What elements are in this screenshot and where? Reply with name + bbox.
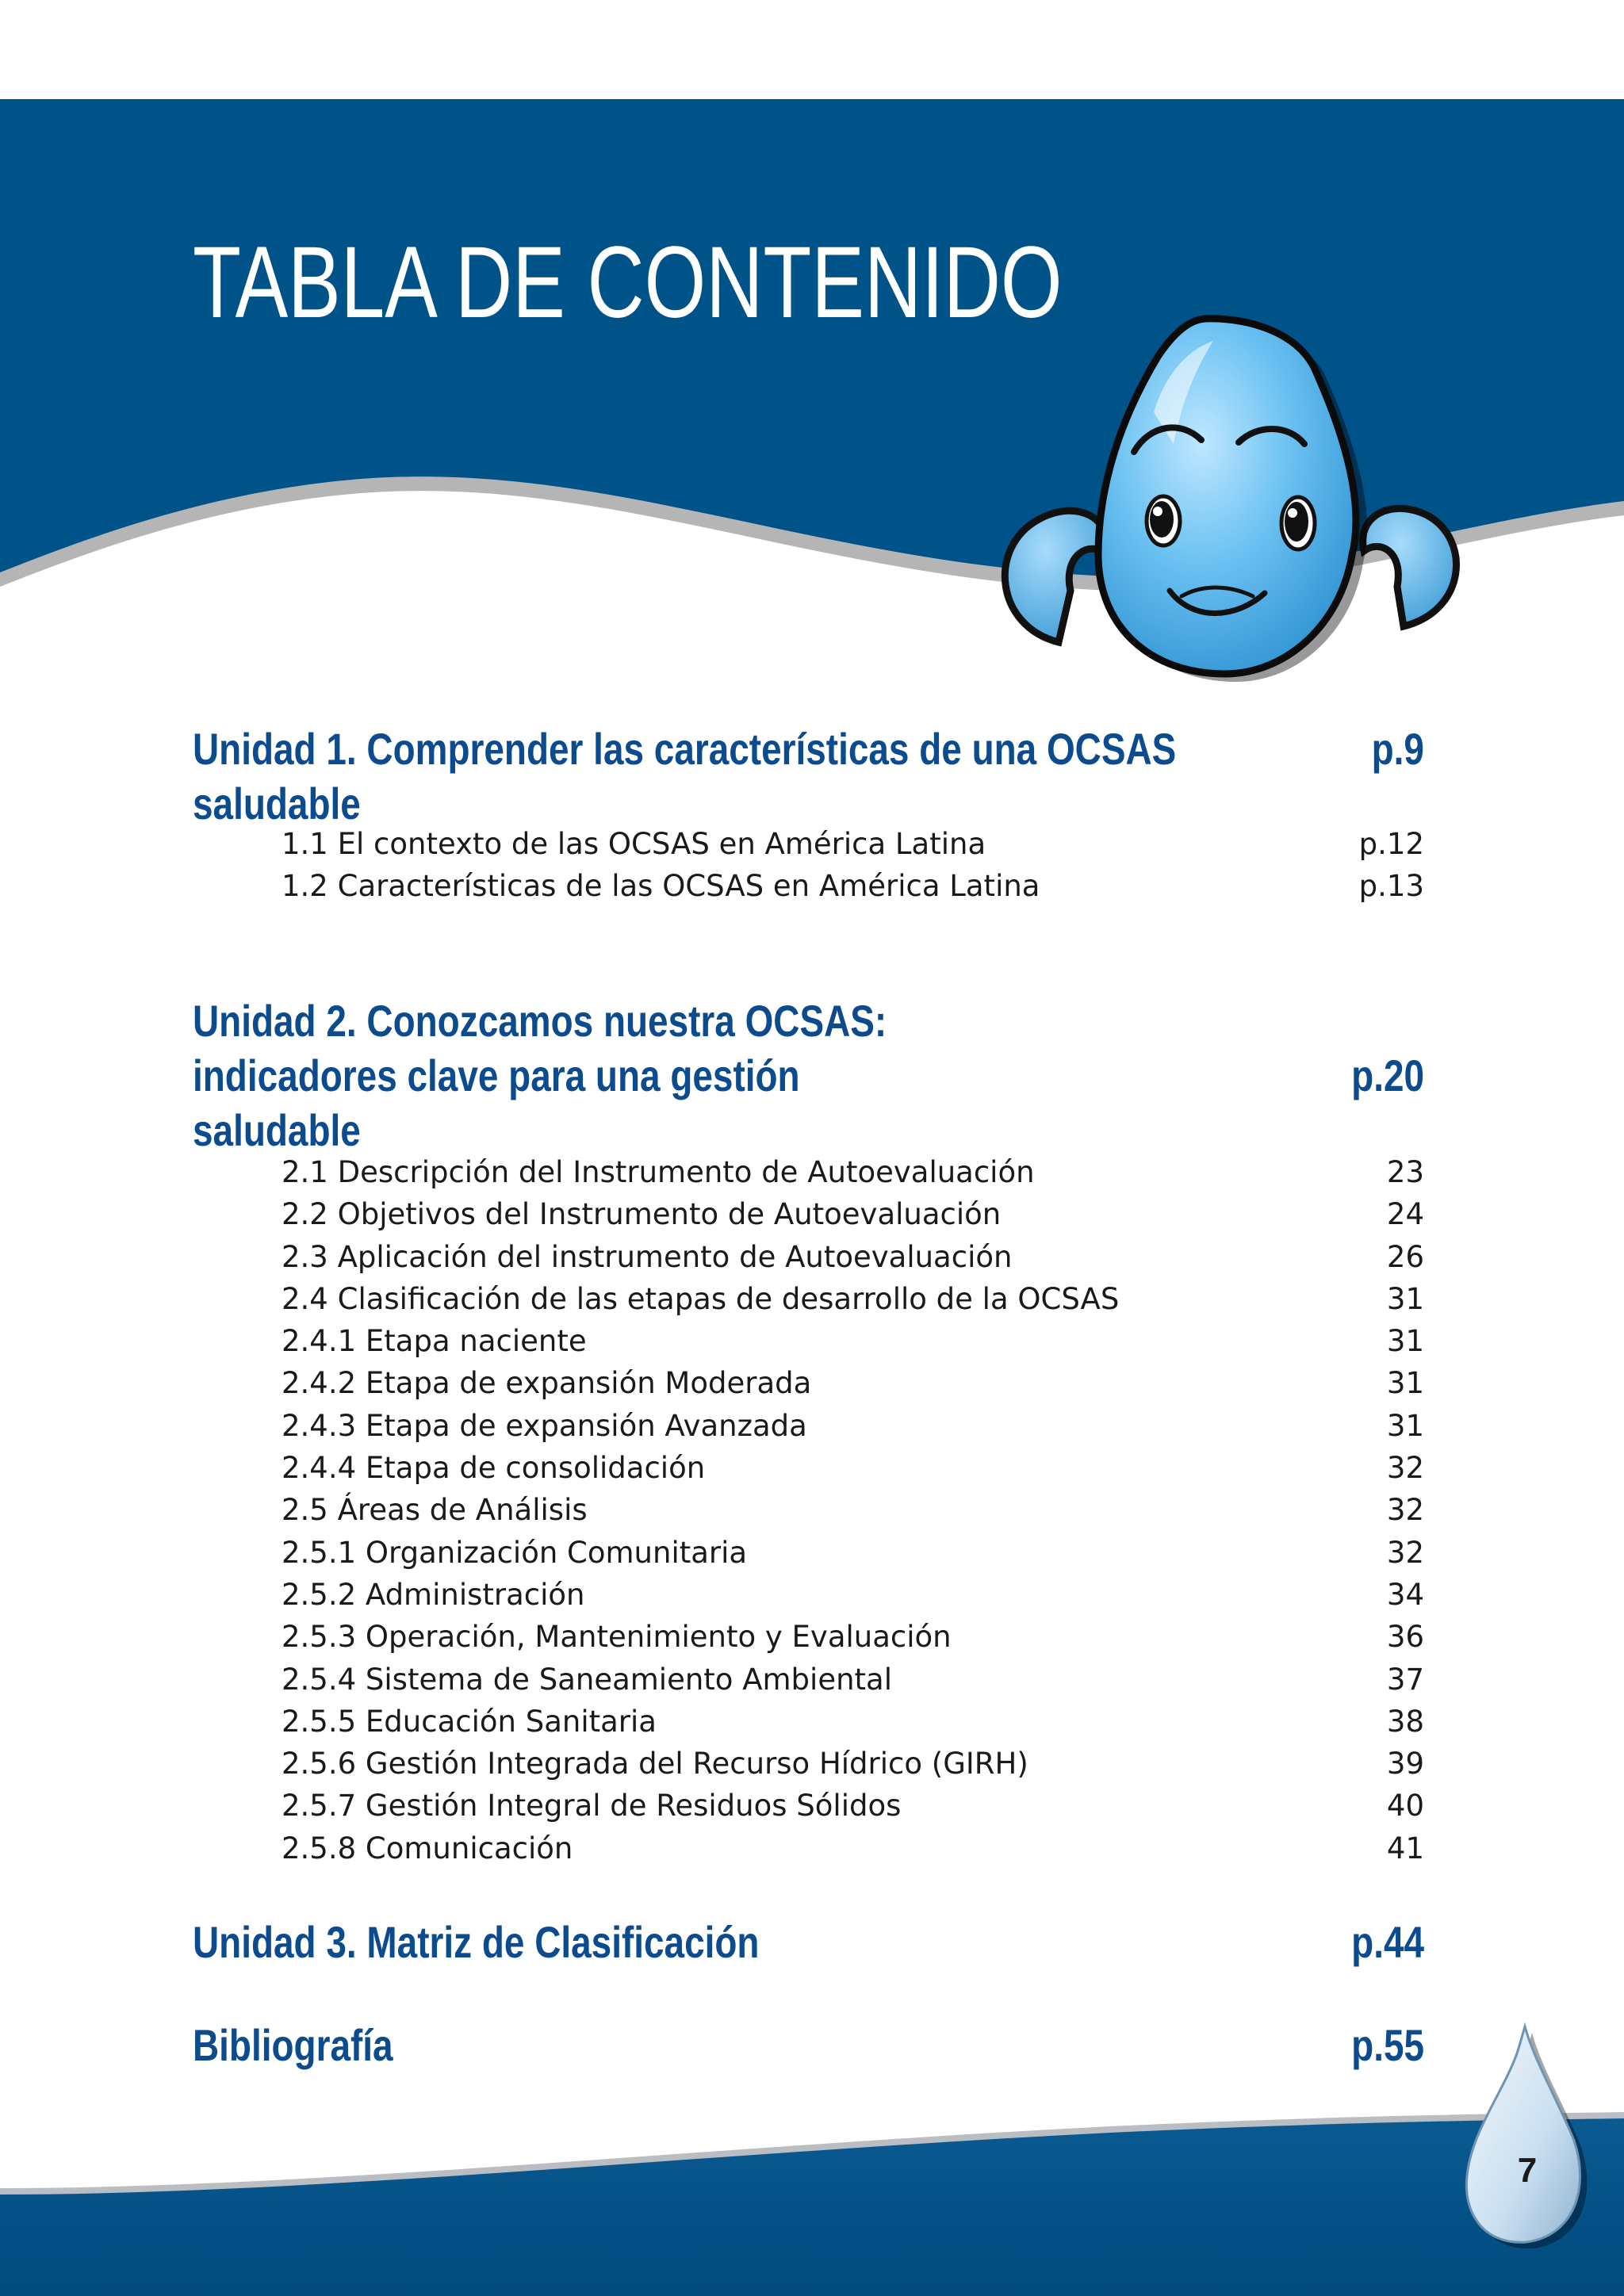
- toc-item-title: 2.5.3 Operación, Mantenimiento y Evaluación: [282, 1620, 952, 1655]
- page-number: 7: [1517, 2151, 1538, 2190]
- toc-item-title: 2.5.5 Educación Sanitaria: [282, 1704, 657, 1739]
- toc-item[interactable]: [282, 1320, 1424, 1362]
- toc-item-page: 24: [1386, 1197, 1424, 1232]
- toc-item-title: 2.4.4 Etapa de consolidación: [282, 1451, 706, 1486]
- toc-item-title: 2.4.3 Etapa de expansión Avanzada: [282, 1408, 807, 1443]
- unit-title: Unidad 3. Matriz de Clasificación: [193, 1917, 760, 1967]
- toc-item-title: 1.1 El contexto de las OCSAS en América Latina: [282, 827, 986, 861]
- toc-item-page: 38: [1386, 1704, 1424, 1739]
- toc-unit-2-items: [282, 1151, 1424, 1869]
- toc-item-title: 2.4.1 Etapa naciente: [282, 1324, 587, 1359]
- toc-item[interactable]: [282, 1785, 1424, 1827]
- toc-item[interactable]: [282, 1827, 1424, 1869]
- toc-item-page: 32: [1386, 1493, 1424, 1528]
- toc-item-page: p.12: [1358, 827, 1424, 861]
- toc-item[interactable]: [282, 1236, 1424, 1278]
- toc-item[interactable]: [282, 1278, 1424, 1320]
- toc-item-title: 1.2 Características de las OCSAS en América Latina: [282, 869, 1040, 904]
- toc-item[interactable]: [282, 1151, 1424, 1193]
- toc-item-title: 2.5.4 Sistema de Saneamiento Ambiental: [282, 1662, 892, 1697]
- toc-item-page: 39: [1386, 1747, 1424, 1781]
- toc-item-page: 31: [1386, 1324, 1424, 1359]
- toc-item-title: 2.4 Clasificación de las etapas de desarrollo de la OCSAS: [282, 1281, 1120, 1316]
- page-title: TABLA DE CONTENIDO: [193, 226, 1063, 339]
- unit-page: p.44: [1351, 1917, 1424, 1967]
- toc-item-page: 36: [1386, 1620, 1424, 1655]
- toc-item[interactable]: [282, 1574, 1424, 1616]
- toc-item-title: 2.5.6 Gestión Integrada del Recurso Hídrico (GIRH): [282, 1747, 1028, 1781]
- toc-item-page: p.13: [1358, 869, 1424, 904]
- toc-item-page: 23: [1386, 1155, 1424, 1189]
- toc-item-page: 37: [1386, 1662, 1424, 1697]
- unit-page: p.9: [1371, 724, 1424, 774]
- toc-item-page: 41: [1386, 1831, 1424, 1866]
- unit-title: Unidad 2. Conozcamos nuestra OCSAS: indicadores clave para una gestión saludable: [193, 996, 887, 1155]
- toc-item[interactable]: [282, 1701, 1424, 1743]
- toc-item-page: 26: [1386, 1239, 1424, 1274]
- toc-item-title: 2.5.1 Organización Comunitaria: [282, 1535, 748, 1570]
- toc-unit-2[interactable]: [193, 993, 1424, 1155]
- toc-item-title: 2.5 Áreas de Análisis: [282, 1493, 588, 1528]
- toc-item-page: 31: [1386, 1281, 1424, 1316]
- toc-item-title: 2.1 Descripción del Instrumento de Autoevaluación: [282, 1155, 1035, 1189]
- unit-title: Unidad 1. Comprender las características de una OCSAS saludable: [193, 724, 1177, 828]
- unit-page: p.20: [1351, 1050, 1424, 1100]
- toc-item-page: 34: [1386, 1577, 1424, 1612]
- toc-unit-1-items: [282, 823, 1424, 908]
- toc-item[interactable]: [282, 823, 1424, 865]
- toc-item-title: 2.3 Aplicación del instrumento de Autoevaluación: [282, 1239, 1013, 1274]
- toc-item[interactable]: [282, 1616, 1424, 1658]
- toc-item-title: 2.2 Objetivos del Instrumento de Autoevaluación: [282, 1197, 1002, 1232]
- toc-item-title: 2.5.7 Gestión Integral de Residuos Sólidos: [282, 1789, 902, 1823]
- toc-item[interactable]: [282, 1447, 1424, 1489]
- toc-item-page: 40: [1386, 1789, 1424, 1823]
- unit-title: Bibliografía: [193, 2020, 393, 2070]
- toc-item[interactable]: [282, 1743, 1424, 1785]
- toc-item-page: 31: [1386, 1408, 1424, 1443]
- toc-item-title: 2.4.2 Etapa de expansión Moderada: [282, 1366, 812, 1401]
- toc-item-page: 32: [1386, 1535, 1424, 1570]
- toc-item[interactable]: [282, 1362, 1424, 1404]
- unit-page: p.55: [1351, 2020, 1424, 2070]
- toc-item[interactable]: [282, 1489, 1424, 1531]
- toc-item-title: 2.5.2 Administración: [282, 1577, 585, 1612]
- toc-item[interactable]: [282, 1405, 1424, 1447]
- toc-item-page: 32: [1386, 1451, 1424, 1486]
- toc-item[interactable]: [282, 1659, 1424, 1701]
- toc-item[interactable]: [282, 1532, 1424, 1574]
- toc-item-page: 31: [1386, 1366, 1424, 1401]
- toc-item[interactable]: [282, 1193, 1424, 1235]
- toc-item[interactable]: [282, 865, 1424, 907]
- toc-item-title: 2.5.8 Comunicación: [282, 1831, 573, 1866]
